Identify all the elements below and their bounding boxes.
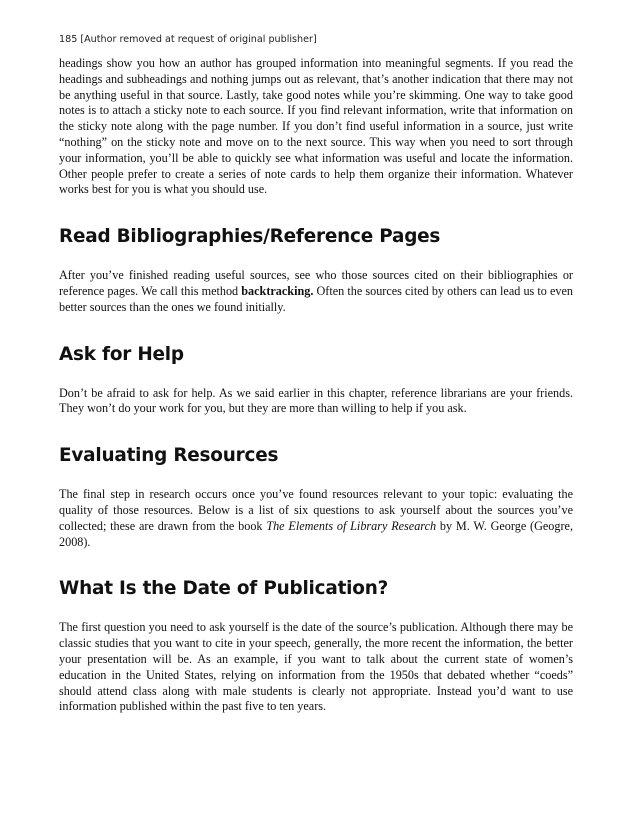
running-header — [59, 33, 573, 47]
book-title: The Elements of Library Research — [266, 518, 437, 533]
paragraph-ask-for-help: Don’t be afraid to ask for help. As we said earlier in this chapter, reference librarians are your friends. They won’t do your work for you, but they are more than willing to help if you ask. — [59, 385, 573, 416]
bibliographies-text-after: Often the sources cited by others can lead us to even better sources than the ones we found initially. — [59, 283, 573, 314]
heading-ask-for-help: Ask for Help — [59, 343, 184, 365]
heading-read-bibliographies: Read Bibliographies/Reference Pages — [59, 226, 441, 248]
evaluating-text-before: The final step in research occurs once you’ve found resources relevant to your topic: evaluating the quality of those resources. Below is a list of six questions to ask yourself about the sources you’ve collected; these are drawn from the book — [59, 487, 573, 533]
term-backtracking: backtracking. — [241, 283, 314, 298]
evaluating-text-after: by M. W. George (Geogre, 2008). — [59, 518, 573, 549]
bibliographies-text-before: After you’ve finished reading useful sources, see who those sources cited on their bibliographies or reference pages. We call this method — [59, 268, 573, 298]
paragraph-evaluating-resources — [59, 487, 573, 550]
heading-date-of-publication: What Is the Date of Publication? — [59, 578, 389, 600]
paragraph-date-of-publication: The first question you need to ask yourself is the date of the source’s publication. Although there may be classic studies that you want to cite in your speech, generally, the more recent the information, the better your presentation will be. As an example, if you want to talk about the current state of women’s education in the United States, relying on information from the 1950s that debated whether “coeds” should attend class along with male students is clearly not appropriate. Instead you’d want to use information published within the past five to ten years. — [59, 620, 573, 714]
page-number: 185 — [59, 34, 78, 45]
running-title: [Author removed at request of original publisher] — [80, 34, 317, 45]
paragraph-bibliographies — [59, 268, 573, 315]
heading-evaluating-resources: Evaluating Resources — [59, 445, 279, 467]
document-page — [59, 33, 573, 715]
intro-paragraph: headings show you how an author has grouped information into meaningful segments. If you read the headings and subheadings and nothing jumps out as relevant, that’s another indication that there may not be anything useful in that source. Lastly, take good notes while you’re skimming. One way to take good notes is to attach a sticky note to each source. If you find relevant information, write that information on the sticky note along with the page number. If you don’t find useful information in a source, just write “nothing” on the sticky note and move on to the next source. This way when you need to sort through your information, you’ll be able to quickly see what information was useful and locate the information. Other people prefer to create a series of note cards to help them organize their information. Whatever works best for you is what you should use. — [59, 56, 573, 197]
